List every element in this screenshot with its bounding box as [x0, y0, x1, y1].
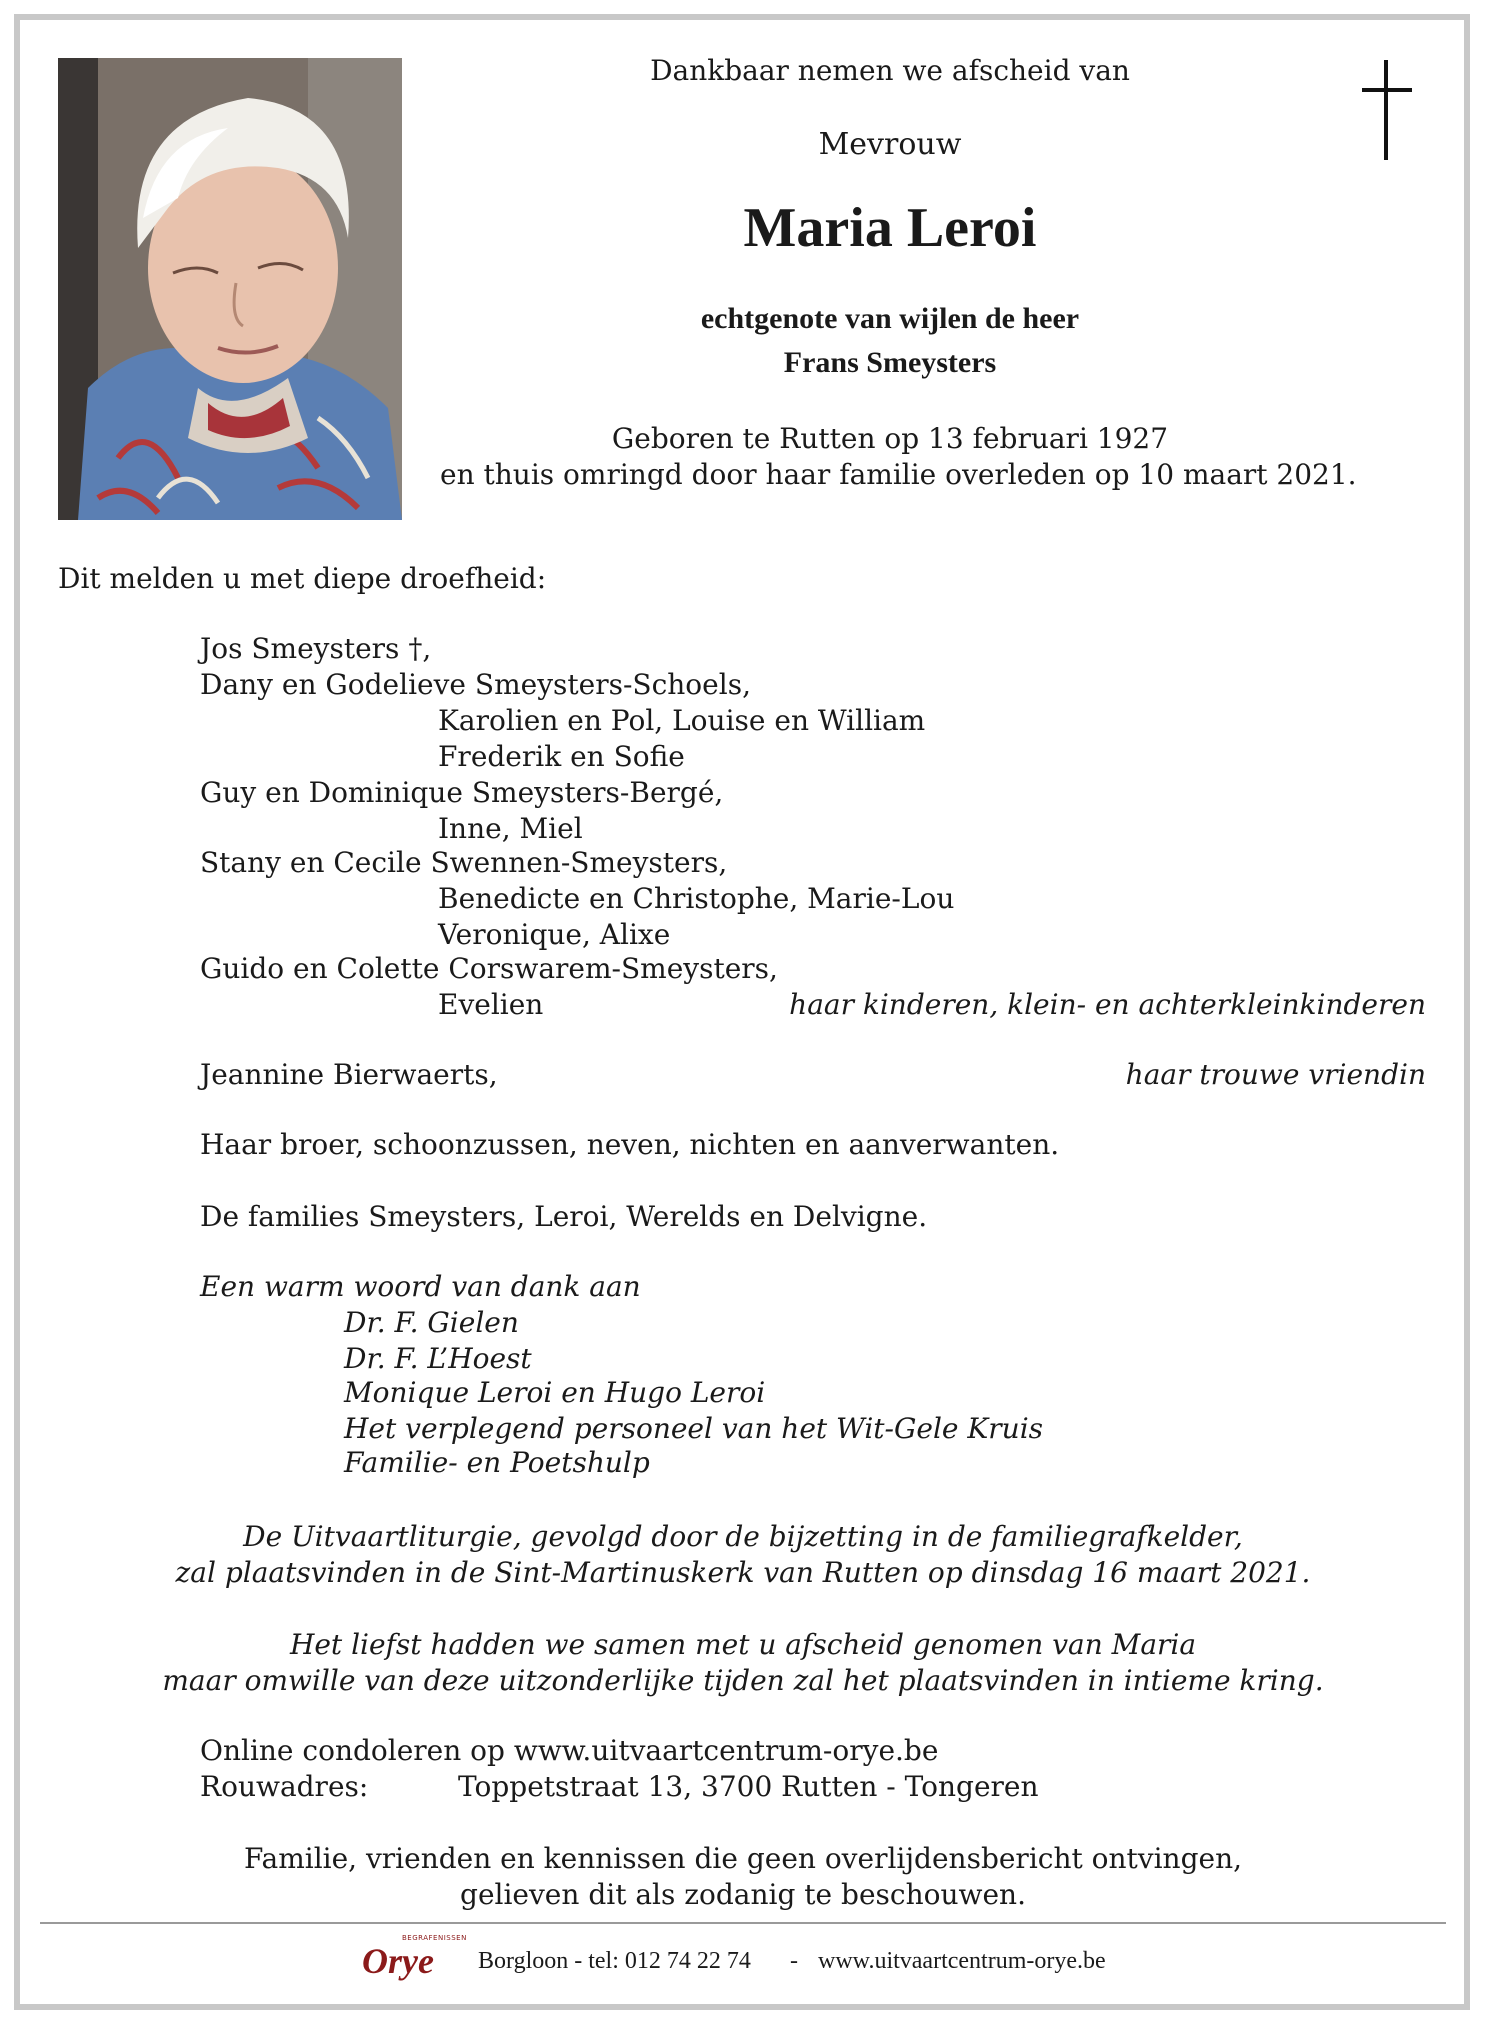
families-line: De families Smeysters, Leroi, Werelds en Delvigne. [200, 1200, 928, 1233]
thanks-intro: Een warm woord van dank aan [200, 1270, 641, 1303]
spouse-line-1: echtgenote van wijlen de heer [700, 302, 1080, 335]
spouse-line-2: Frans Smeysters [783, 346, 997, 379]
grandchild-line: Veronique, Alixe [438, 918, 671, 951]
ceremony-line-1: De Uitvaartliturgie, gevolgd door de bijzetting in de familiegrafkelder, [243, 1520, 1243, 1553]
note-line-2: maar omwille van deze uitzonderlijke tijden zal het plaatsvinden in intieme kring. [162, 1664, 1324, 1697]
announcement: Dit melden u met diepe droefheid: [58, 562, 547, 595]
note-line-1: Het liefst hadden we samen met u afscheid genomen van Maria [289, 1628, 1197, 1661]
closing-line-2: gelieven dit als zodanig te beschouwen. [460, 1878, 1026, 1911]
friend-line: Jeannine Bierwaerts, [200, 1058, 498, 1091]
grandchild-line: Inne, Miel [438, 812, 583, 845]
footer-divider [40, 1922, 1446, 1924]
title-line: Mevrouw [818, 127, 962, 162]
thanks-person: Dr. F. L’Hoest [344, 1342, 532, 1375]
grandchild-line: Evelien [438, 988, 544, 1021]
intro-line: Dankbaar nemen we afscheid van [650, 54, 1130, 87]
children-caption: haar kinderen, klein- en achterkleinkinderen [789, 988, 1426, 1021]
grandchild-line: Benedicte en Christophe, Marie-Lou [438, 882, 955, 915]
thanks-person: Familie- en Poetshulp [344, 1446, 650, 1479]
footer-dash: - [790, 1948, 798, 1974]
footer-website[interactable]: www.uitvaartcentrum-orye.be [818, 1948, 1106, 1974]
birth-line: Geboren te Rutten op 13 februari 1927 [611, 422, 1169, 455]
relatives-line: Haar broer, schoonzussen, neven, nichten en aanverwanten. [200, 1128, 1060, 1161]
child-line: Guy en Dominique Smeysters-Bergé, [200, 776, 724, 809]
orye-logo [362, 1934, 467, 1981]
portrait-photo [58, 58, 402, 520]
child-line: Dany en Godelieve Smeysters-Schoels, [200, 668, 751, 701]
child-line: Jos Smeysters †, [200, 632, 432, 665]
thanks-person: Dr. F. Gielen [344, 1306, 519, 1339]
address-value: Toppetstraat 13, 3700 Rutten - Tongeren [458, 1770, 1039, 1803]
address-label: Rouwadres: [200, 1770, 369, 1803]
friend-caption: haar trouwe vriendin [1125, 1058, 1426, 1091]
cross-icon [1362, 60, 1412, 160]
child-line: Stany en Cecile Swennen-Smeysters, [200, 846, 728, 879]
footer-info: Borgloon - tel: 012 74 22 74 [478, 1948, 751, 1974]
grandchild-line: Frederik en Sofie [438, 740, 685, 773]
grandchild-line: Karolien en Pol, Louise en William [438, 704, 926, 737]
deceased-name: Maria Leroi [743, 197, 1037, 259]
child-line: Guido en Colette Corswarem-Smeysters, [200, 952, 778, 985]
logo-text: Orye [362, 1941, 434, 1981]
thanks-person: Monique Leroi en Hugo Leroi [344, 1376, 766, 1409]
closing-line-1: Familie, vrienden en kennissen die geen overlijdensbericht ontvingen, [243, 1842, 1243, 1875]
logo-small-text: BEGRAFENISSEN [402, 1934, 467, 1942]
ceremony-line-2: zal plaatsvinden in de Sint-Martinuskerk van Rutten op dinsdag 16 maart 2021. [175, 1556, 1311, 1589]
thanks-person: Het verplegend personeel van het Wit-Gele Kruis [344, 1412, 1044, 1445]
death-line: en thuis omringd door haar familie overleden op 10 maart 2021. [440, 458, 1357, 491]
online-condolences: Online condoleren op www.uitvaartcentrum-orye.be [200, 1734, 939, 1767]
